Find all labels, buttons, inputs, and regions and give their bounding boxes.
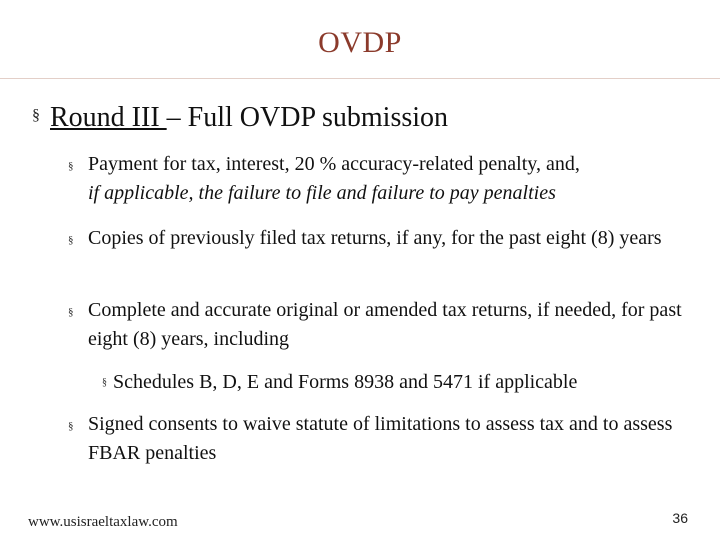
list-item-text: Payment for tax, interest, 20 % accuracy-related penalty, and, [88,153,580,175]
slide-title: OVDP [318,26,402,59]
list-item-text: Complete and accurate original or amended tax returns, if needed, for past eight (8) years, including [88,299,682,350]
sub-list-item-schedules [102,368,577,397]
list-item-italic-text: if applicable, the failure to file and failure to pay penalties [88,182,556,204]
title-divider [0,78,720,79]
page-number: 36 [672,510,688,526]
bullet-marker: § [68,234,74,246]
main-bullet-text: – Full OVDP submission [166,102,449,133]
main-bullet [32,98,448,136]
bullet-marker: § [68,306,74,318]
list-item-returns [68,296,700,354]
bullet-marker: § [32,107,40,124]
list-item-payment [68,150,700,208]
sub-list-item-text: Schedules B, D, E and Forms 8938 and 5471 if applicable [113,371,578,393]
list-item-text: Copies of previously filed tax returns, if any, for the past eight (8) years [88,227,662,249]
list-item-copies [68,224,700,253]
main-bullet-underlined: Round III [50,102,167,133]
footer-url: www.usisraeltaxlaw.com [28,514,178,530]
bullet-marker: § [102,377,107,388]
bullet-marker: § [68,420,74,432]
list-item-consents [68,410,700,468]
list-item-text: Signed consents to waive statute of limitations to assess tax and to assess FBAR penalties [88,413,673,464]
bullet-marker: § [68,160,74,172]
